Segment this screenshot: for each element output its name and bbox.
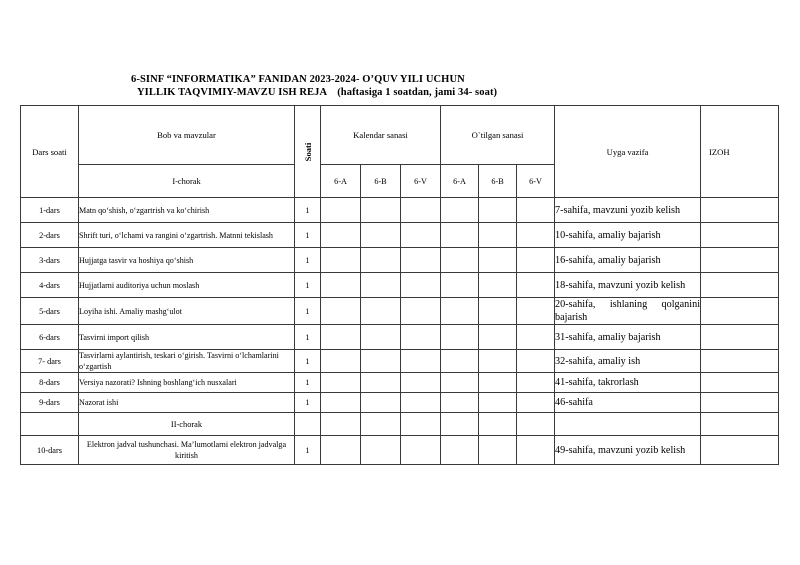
cell-kalendar-6v: [401, 436, 441, 465]
cell-uyga-vazifa: 49-sahifa, mavzuni yozib kelish: [555, 436, 701, 465]
cell-topic: Loyiha ishi. Amaliy mashg‘ulot: [79, 298, 295, 325]
cell-otilgan-6b: [479, 223, 517, 248]
cell-otilgan-6b: [479, 393, 517, 413]
cell-otilgan-6b: [479, 350, 517, 373]
cell-soati: 1: [295, 273, 321, 298]
table-row: [21, 393, 779, 413]
subheader-otilgan-6v: 6-V: [517, 165, 555, 198]
cell-kalendar-6v: [401, 393, 441, 413]
cell-kalendar-6v: [401, 248, 441, 273]
cell-topic: Tasvirlarni aylantirish, teskari o‘girish. Tasvirni o‘lchamlarini o‘zgartish: [79, 350, 295, 373]
chorak-separator-row: [21, 413, 779, 436]
cell-otilgan-6v: [517, 413, 555, 436]
cell-kalendar-6v: [401, 273, 441, 298]
cell-topic: Tasvirni import qilish: [79, 325, 295, 350]
cell-otilgan-6v: [517, 393, 555, 413]
cell-izoh: [701, 393, 779, 413]
cell-kalendar-6b: [361, 325, 401, 350]
cell-uyga-vazifa: 46-sahifa: [555, 393, 701, 413]
cell-kalendar-6b: [361, 350, 401, 373]
cell-otilgan-6a: [441, 248, 479, 273]
cell-topic: Nazorat ishi: [79, 393, 295, 413]
table-row: [21, 248, 779, 273]
plan-table: [20, 105, 779, 465]
cell-dars: 10-dars: [21, 436, 79, 465]
cell-kalendar-6b: [361, 298, 401, 325]
cell-kalendar-6a: [321, 273, 361, 298]
cell-kalendar-6a: [321, 436, 361, 465]
cell-uyga-vazifa: 41-sahifa, takrorlash: [555, 373, 701, 393]
cell-otilgan-6b: [479, 373, 517, 393]
cell-kalendar-6a: [321, 223, 361, 248]
cell-izoh: [701, 413, 779, 436]
cell-izoh: [701, 373, 779, 393]
header-kalendar-sanasi: Kalendar sanasi: [321, 106, 441, 165]
cell-dars: 5-dars: [21, 298, 79, 325]
cell-kalendar-6b: [361, 413, 401, 436]
cell-uyga-vazifa: 18-sahifa, mavzuni yozib kelish: [555, 273, 701, 298]
cell-topic: Elektron jadval tushunchasi. Ma’lumotlarni elektron jadvalga kiritish: [79, 436, 295, 465]
cell-otilgan-6a: [441, 298, 479, 325]
subheader-kalendar-6a: 6-A: [321, 165, 361, 198]
cell-kalendar-6a: [321, 248, 361, 273]
header-soati: [295, 106, 321, 198]
cell-kalendar-6a: [321, 325, 361, 350]
subheader-kalendar-6v: 6-V: [401, 165, 441, 198]
cell-kalendar-6v: [401, 373, 441, 393]
subheader-otilgan-6a: 6-A: [441, 165, 479, 198]
cell-kalendar-6b: [361, 248, 401, 273]
cell-uyga-vazifa: 16-sahifa, amaliy bajarish: [555, 248, 701, 273]
cell-otilgan-6b: [479, 436, 517, 465]
cell-otilgan-6v: [517, 198, 555, 223]
cell-topic: Shrift turi, o‘lchami va rangini o‘zgartrish. Matnni tekislash: [79, 223, 295, 248]
header-soati-label: Soati: [302, 142, 313, 161]
cell-izoh: [701, 350, 779, 373]
title-line-2: [131, 86, 731, 99]
cell-kalendar-6a: [321, 373, 361, 393]
cell-dars: 9-dars: [21, 393, 79, 413]
cell-dars: 4-dars: [21, 273, 79, 298]
cell-kalendar-6v: [401, 223, 441, 248]
cell-kalendar-6v: [401, 325, 441, 350]
cell-dars: [21, 413, 79, 436]
cell-otilgan-6v: [517, 350, 555, 373]
table-row: [21, 373, 779, 393]
table-row: [21, 436, 779, 465]
cell-kalendar-6v: [401, 198, 441, 223]
cell-kalendar-6b: [361, 273, 401, 298]
cell-dars: 3-dars: [21, 248, 79, 273]
cell-dars: 8-dars: [21, 373, 79, 393]
cell-uyga-vazifa: 32-sahifa, amaliy ish: [555, 350, 701, 373]
cell-kalendar-6a: [321, 298, 361, 325]
header-bob-va-mavzular: Bob va mavzular: [79, 106, 295, 165]
cell-soati: 1: [295, 298, 321, 325]
cell-otilgan-6a: [441, 273, 479, 298]
cell-otilgan-6b: [479, 273, 517, 298]
cell-otilgan-6a: [441, 198, 479, 223]
cell-kalendar-6b: [361, 198, 401, 223]
cell-izoh: [701, 223, 779, 248]
cell-uyga-vazifa: 7-sahifa, mavzuni yozib kelish: [555, 198, 701, 223]
cell-topic: Matn qo‘shish, o‘zgartrish va ko‘chirish: [79, 198, 295, 223]
subheader-kalendar-6b: 6-B: [361, 165, 401, 198]
cell-soati: 1: [295, 350, 321, 373]
header-izoh: IZOH: [701, 106, 779, 198]
cell-kalendar-6a: [321, 393, 361, 413]
title-line-2-note: (haftasiga 1 soatdan, jami 34- soat): [337, 87, 498, 98]
plan-table-container: [20, 105, 778, 465]
cell-soati: 1: [295, 436, 321, 465]
cell-soati: 1: [295, 248, 321, 273]
cell-uyga-vazifa: 31-sahifa, amaliy bajarish: [555, 325, 701, 350]
cell-otilgan-6b: [479, 198, 517, 223]
table-row: [21, 298, 779, 325]
subheader-chorak-2: II-chorak: [79, 413, 295, 436]
cell-topic: Hujjatlarni auditoriya uchun moslash: [79, 273, 295, 298]
cell-soati: 1: [295, 223, 321, 248]
page-title: [131, 73, 731, 99]
cell-otilgan-6v: [517, 248, 555, 273]
cell-kalendar-6v: [401, 413, 441, 436]
cell-izoh: [701, 325, 779, 350]
cell-kalendar-6b: [361, 223, 401, 248]
cell-otilgan-6a: [441, 223, 479, 248]
cell-otilgan-6v: [517, 325, 555, 350]
cell-kalendar-6b: [361, 373, 401, 393]
cell-soati: 1: [295, 373, 321, 393]
title-line-2-main: YILLIK TAQVIMIY-MAVZU ISH REJA: [137, 87, 328, 98]
header-dars-soati: Dars soati: [21, 106, 79, 198]
cell-kalendar-6v: [401, 350, 441, 373]
cell-soati: 1: [295, 325, 321, 350]
subheader-chorak-1: I-chorak: [79, 165, 295, 198]
cell-otilgan-6v: [517, 373, 555, 393]
table-row: [21, 325, 779, 350]
cell-dars: 2-dars: [21, 223, 79, 248]
cell-otilgan-6b: [479, 413, 517, 436]
cell-otilgan-6a: [441, 436, 479, 465]
cell-soati: 1: [295, 198, 321, 223]
cell-otilgan-6v: [517, 223, 555, 248]
cell-uyga-vazifa: 10-sahifa, amaliy bajarish: [555, 223, 701, 248]
cell-kalendar-6b: [361, 393, 401, 413]
cell-soati: 1: [295, 393, 321, 413]
table-row: [21, 223, 779, 248]
cell-dars: 6-dars: [21, 325, 79, 350]
cell-izoh: [701, 198, 779, 223]
cell-otilgan-6b: [479, 298, 517, 325]
cell-otilgan-6a: [441, 325, 479, 350]
cell-topic: Versiya nazorati? Ishning boshlang‘ich nusxalari: [79, 373, 295, 393]
cell-otilgan-6v: [517, 436, 555, 465]
cell-uyga-vazifa: [555, 413, 701, 436]
cell-otilgan-6b: [479, 325, 517, 350]
table-row: [21, 273, 779, 298]
cell-otilgan-6a: [441, 373, 479, 393]
header-uyga-vazifa: Uyga vazifa: [555, 106, 701, 198]
header-otilgan-sanasi: O`tilgan sanasi: [441, 106, 555, 165]
cell-soati: [295, 413, 321, 436]
cell-kalendar-6b: [361, 436, 401, 465]
cell-uyga-vazifa: 20-sahifa, ishlaning qolganini bajarish: [555, 299, 701, 323]
cell-topic: Hujjatga tasvir va hoshiya qo‘shish: [79, 248, 295, 273]
cell-izoh: [701, 436, 779, 465]
cell-kalendar-6a: [321, 413, 361, 436]
cell-otilgan-6a: [441, 350, 479, 373]
cell-otilgan-6v: [517, 298, 555, 325]
cell-izoh: [701, 248, 779, 273]
cell-kalendar-6a: [321, 198, 361, 223]
subheader-otilgan-6b: 6-B: [479, 165, 517, 198]
table-header-row: [21, 106, 779, 165]
table-row: [21, 350, 779, 373]
cell-kalendar-6a: [321, 350, 361, 373]
cell-otilgan-6v: [517, 273, 555, 298]
cell-otilgan-6b: [479, 248, 517, 273]
cell-dars: 7- dars: [21, 350, 79, 373]
cell-otilgan-6a: [441, 393, 479, 413]
cell-izoh: [701, 273, 779, 298]
cell-otilgan-6a: [441, 413, 479, 436]
cell-kalendar-6v: [401, 298, 441, 325]
cell-dars: 1-dars: [21, 198, 79, 223]
table-row: [21, 198, 779, 223]
title-line-1: 6-SINF “INFORMATIKA” FANIDAN 2023-2024- O’QUV YILI UCHUN: [131, 74, 465, 85]
cell-izoh: [701, 298, 779, 325]
